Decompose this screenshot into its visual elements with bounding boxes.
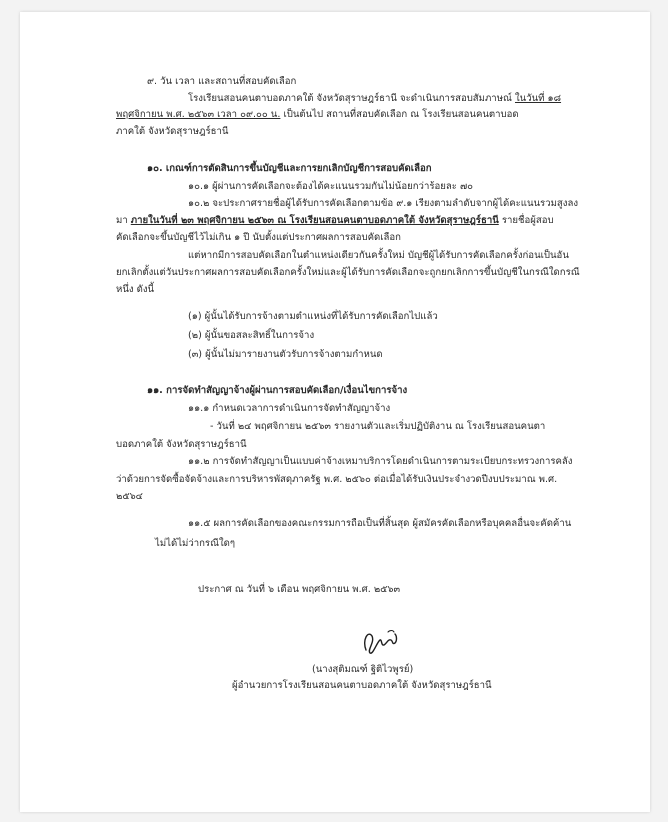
section-10-case-2: (๒) ผู้นั้นขอสละสิทธิ์ในการจ้าง — [188, 330, 315, 341]
section-9-line-1 — [188, 92, 561, 105]
section-9-date-time: พฤศจิกายน พ.ศ. ๒๕๖๓ เวลา ๐๙.๐๐ น. — [116, 109, 281, 120]
section-10-item-2-prefix: มา — [116, 215, 128, 226]
section-11-item-1-detail: - วันที่ ๒๔ พฤศจิกายน ๒๕๖๓ รายงานตัวและเริ่มปฏิบัติงาน ณ โรงเรียนสอนคนตา — [210, 421, 546, 432]
signer-name: (นางสุติมณฑ์ ฐิติไวพูรย์) — [312, 664, 414, 675]
section-11-item-2-line-2: ว่าด้วยการจัดซื้อจัดจ้างและการบริหารพัสดุภาครัฐ พ.ศ. ๒๕๖๐ ต่อเมื่อได้รับเงินประจำงวดปีงบประมาณ พ.ศ. — [116, 474, 558, 485]
section-11-item-2: ๑๑.๒ การจัดทำสัญญาเป็นแบบค่าจ้างเหมาบริการโดยดำเนินการตามระเบียบกระทรวงการคลัง — [188, 456, 573, 467]
section-11-item-1-detail-line-2: บอดภาคใต้ จังหวัดสุราษฎร์ธานี — [116, 439, 247, 450]
section-10-heading: ๑๐. เกณฑ์การตัดสินการขึ้นบัญชีและการยกเลิกบัญชีการสอบคัดเลือก — [147, 163, 432, 174]
section-10-item-2-line-3: คัดเลือกจะขึ้นบัญชีไว้ไม่เกิน ๑ ปี นับตั้งแต่ประกาศผลการสอบคัดเลือก — [116, 232, 401, 243]
section-10-para-line-1: แต่หากมีการสอบคัดเลือกในตำแหน่งเดียวกันครั้งใหม่ บัญชีผู้ได้รับการคัดเลือกครั้งก่อนเป็นอัน — [188, 250, 569, 261]
section-10-case-1: (๑) ผู้นั้นได้รับการจ้างตามตำแหน่งที่ได้รับการคัดเลือกไปแล้ว — [188, 311, 438, 322]
section-9-heading: ๙. วัน เวลา และสถานที่สอบคัดเลือก — [147, 76, 297, 87]
section-10-item-2: ๑๐.๒ จะประกาศรายชื่อผู้ได้รับการคัดเลือกตามข้อ ๙.๑ เรียงตามลำดับจากผู้ได้คะแนนรวมสูงลง — [188, 198, 579, 209]
announcement-date: ประกาศ ณ วันที่ ๖ เดือน พฤศจิกายน พ.ศ. ๒๕๖๓ — [198, 584, 401, 595]
section-10-para-line-2: ยกเลิกตั้งแต่วันประกาศผลการสอบคัดเลือกครั้งใหม่และผู้ได้รับการคัดเลือกจะถูกยกเลิกการขึ้นบัญชีในกรณีใดกรณี — [116, 267, 580, 278]
section-11-item-1: ๑๑.๑ กำหนดเวลาการดำเนินการจัดทำสัญญาจ้าง — [188, 403, 391, 414]
section-9-line-3: ภาคใต้ จังหวัดสุราษฎร์ธานี — [116, 126, 229, 137]
section-10-item-1: ๑๐.๑ ผู้ผ่านการคัดเลือกจะต้องได้คะแนนรวมกันไม่น้อยกว่าร้อยละ ๗๐ — [188, 181, 474, 192]
section-11-heading: ๑๑. การจัดทำสัญญาจ้างผู้ผ่านการสอบคัดเลือก/เงื่อนไขการจ้าง — [147, 385, 408, 396]
section-10-case-3: (๓) ผู้นั้นไม่มารายงานตัวรับการจ้างตามกำหนด — [188, 349, 383, 360]
section-10-para-line-3: หนึ่ง ดังนี้ — [116, 284, 155, 295]
document-page — [20, 12, 650, 812]
section-11-item-5-line-2: ไม่ได้ไม่ว่ากรณีใดๆ — [155, 538, 236, 549]
signature-image — [358, 626, 402, 656]
section-9-line-2-text: เป็นต้นไป สถานที่สอบคัดเลือก ณ โรงเรียนสอนคนตาบอด — [283, 109, 519, 120]
signer-title: ผู้อำนวยการโรงเรียนสอนคนตาบอดภาคใต้ จังหวัดสุราษฎร์ธานี — [232, 680, 492, 691]
section-9-line-1-text: โรงเรียนสอนคนตาบอดภาคใต้ จังหวัดสุราษฎร์ธานี จะดำเนินการสอบสัมภาษณ์ — [188, 93, 512, 104]
section-9-line-2 — [116, 108, 519, 121]
section-9-date-start: ในวันที่ ๑๘ — [514, 93, 562, 104]
section-10-item-2-line-2 — [116, 214, 554, 227]
section-10-announce-date: ภายในวันที่ ๒๓ พฤศจิกายน ๒๕๖๓ ณ โรงเรียนสอนคนตาบอดภาคใต้ จังหวัดสุราษฎร์ธานี — [130, 215, 499, 226]
section-11-item-2-line-3: ๒๕๖๔ — [116, 491, 143, 502]
section-11-item-5: ๑๑.๕ ผลการคัดเลือกของคณะกรรมการถือเป็นที่สิ้นสุด ผู้สมัครคัดเลือกหรือบุคคลอื่นจะคัดค้าน — [188, 518, 572, 529]
section-10-item-2-suffix: รายชื่อผู้สอบ — [501, 215, 554, 226]
